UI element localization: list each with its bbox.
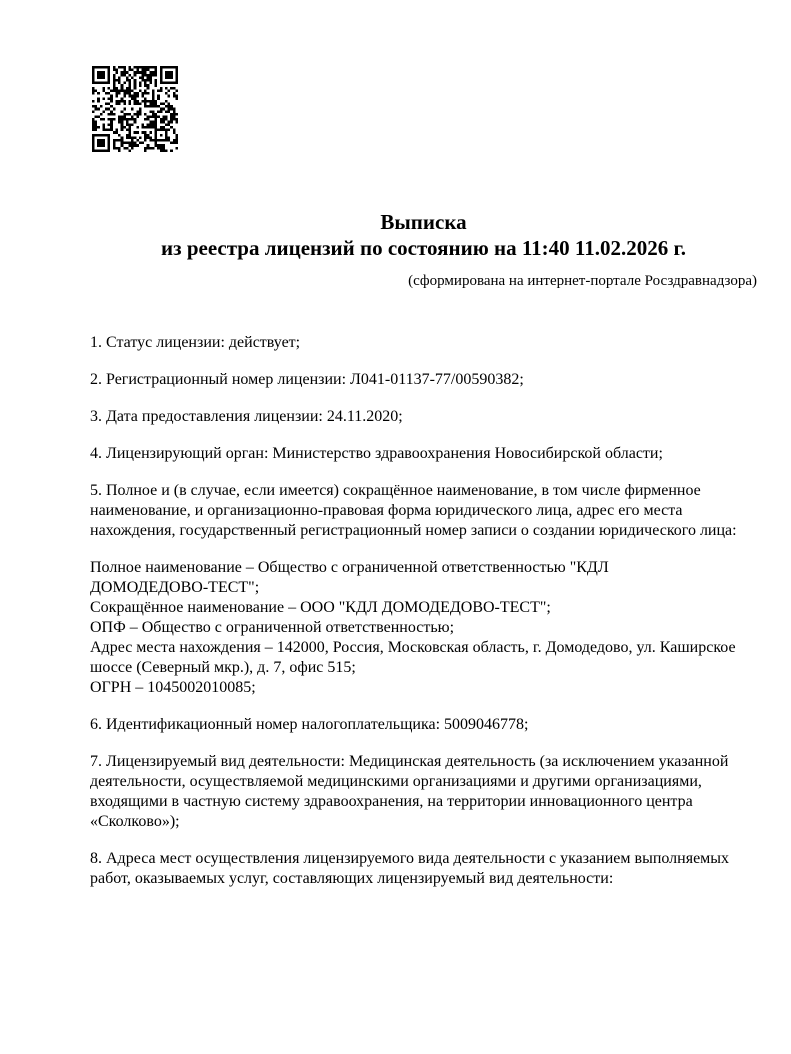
item-6-taxpayer-number bbox=[90, 715, 780, 735]
document-body bbox=[90, 333, 780, 906]
text-line: входящими в частную систему здравоохранения, на территории инновационного центра bbox=[90, 793, 693, 810]
text-line: «Сколково»); bbox=[90, 813, 180, 830]
item-1-license-status bbox=[90, 333, 780, 353]
text-line: 7. Лицензируемый вид деятельности: Медицинская деятельность (за исключением указанной bbox=[90, 753, 729, 770]
item-2-registration-number bbox=[90, 370, 780, 390]
text-line: наименование, и организационно-правовая форма юридического лица, адрес его места bbox=[90, 502, 683, 519]
text-line: шоссе (Северный мкр.), д. 7, офис 515; bbox=[90, 659, 356, 676]
text-line: ОПФ – Общество с ограниченной ответственностью; bbox=[90, 619, 455, 636]
qr-code bbox=[92, 66, 178, 152]
item-8-addresses-intro bbox=[90, 849, 780, 889]
text-line: 5. Полное и (в случае, если имеется) сокращённое наименование, в том числе фирменное bbox=[90, 482, 701, 499]
document-title-line1: Выписка bbox=[380, 210, 467, 234]
text-line: ДОМОДЕДОВО-ТЕСТ"; bbox=[90, 579, 260, 596]
text-line: 2. Регистрационный номер лицензии: Л041-01137-77/00590382; bbox=[90, 371, 524, 388]
text-line: 3. Дата предоставления лицензии: 24.11.2020; bbox=[90, 408, 403, 425]
document-title bbox=[90, 209, 757, 261]
text-line: работ, оказываемых услуг, составляющих лицензируемый вид деятельности: bbox=[90, 870, 614, 887]
text-line: Полное наименование – Общество с ограниченной ответственностью "КДЛ bbox=[90, 559, 609, 576]
text-line: 6. Идентификационный номер налогоплательщика: 5009046778; bbox=[90, 716, 529, 733]
text-line: 1. Статус лицензии: действует; bbox=[90, 334, 301, 351]
item-3-grant-date bbox=[90, 407, 780, 427]
text-line: 4. Лицензирующий орган: Министерство здравоохранения Новосибирской области; bbox=[90, 445, 663, 462]
qr-code-image bbox=[92, 66, 178, 152]
item-5-names-intro bbox=[90, 481, 780, 541]
item-7-licensed-activity bbox=[90, 752, 780, 832]
text-line: ОГРН – 1045002010085; bbox=[90, 679, 256, 696]
document-title-line2: из реестра лицензий по состоянию на 11:40 11.02.2026 г. bbox=[161, 236, 686, 260]
text-line: деятельности, осуществляемой медицинскими организациями и другими организациями, bbox=[90, 773, 702, 790]
text-line: нахождения, государственный регистрационный номер записи о создании юридического лица: bbox=[90, 522, 737, 539]
org-details-block bbox=[90, 558, 780, 698]
text-line: Адрес места нахождения – 142000, Россия, Московская область, г. Домодедово, ул. Каширское bbox=[90, 639, 736, 656]
text-line: Сокращённое наименование – ООО "КДЛ ДОМОДЕДОВО-ТЕСТ"; bbox=[90, 599, 551, 616]
generated-note: (сформирована на интернет-портале Росздравнадзора) bbox=[408, 273, 757, 289]
item-4-licensing-authority bbox=[90, 444, 780, 464]
text-line: 8. Адреса мест осуществления лицензируемого вида деятельности с указанием выполняемых bbox=[90, 850, 730, 867]
